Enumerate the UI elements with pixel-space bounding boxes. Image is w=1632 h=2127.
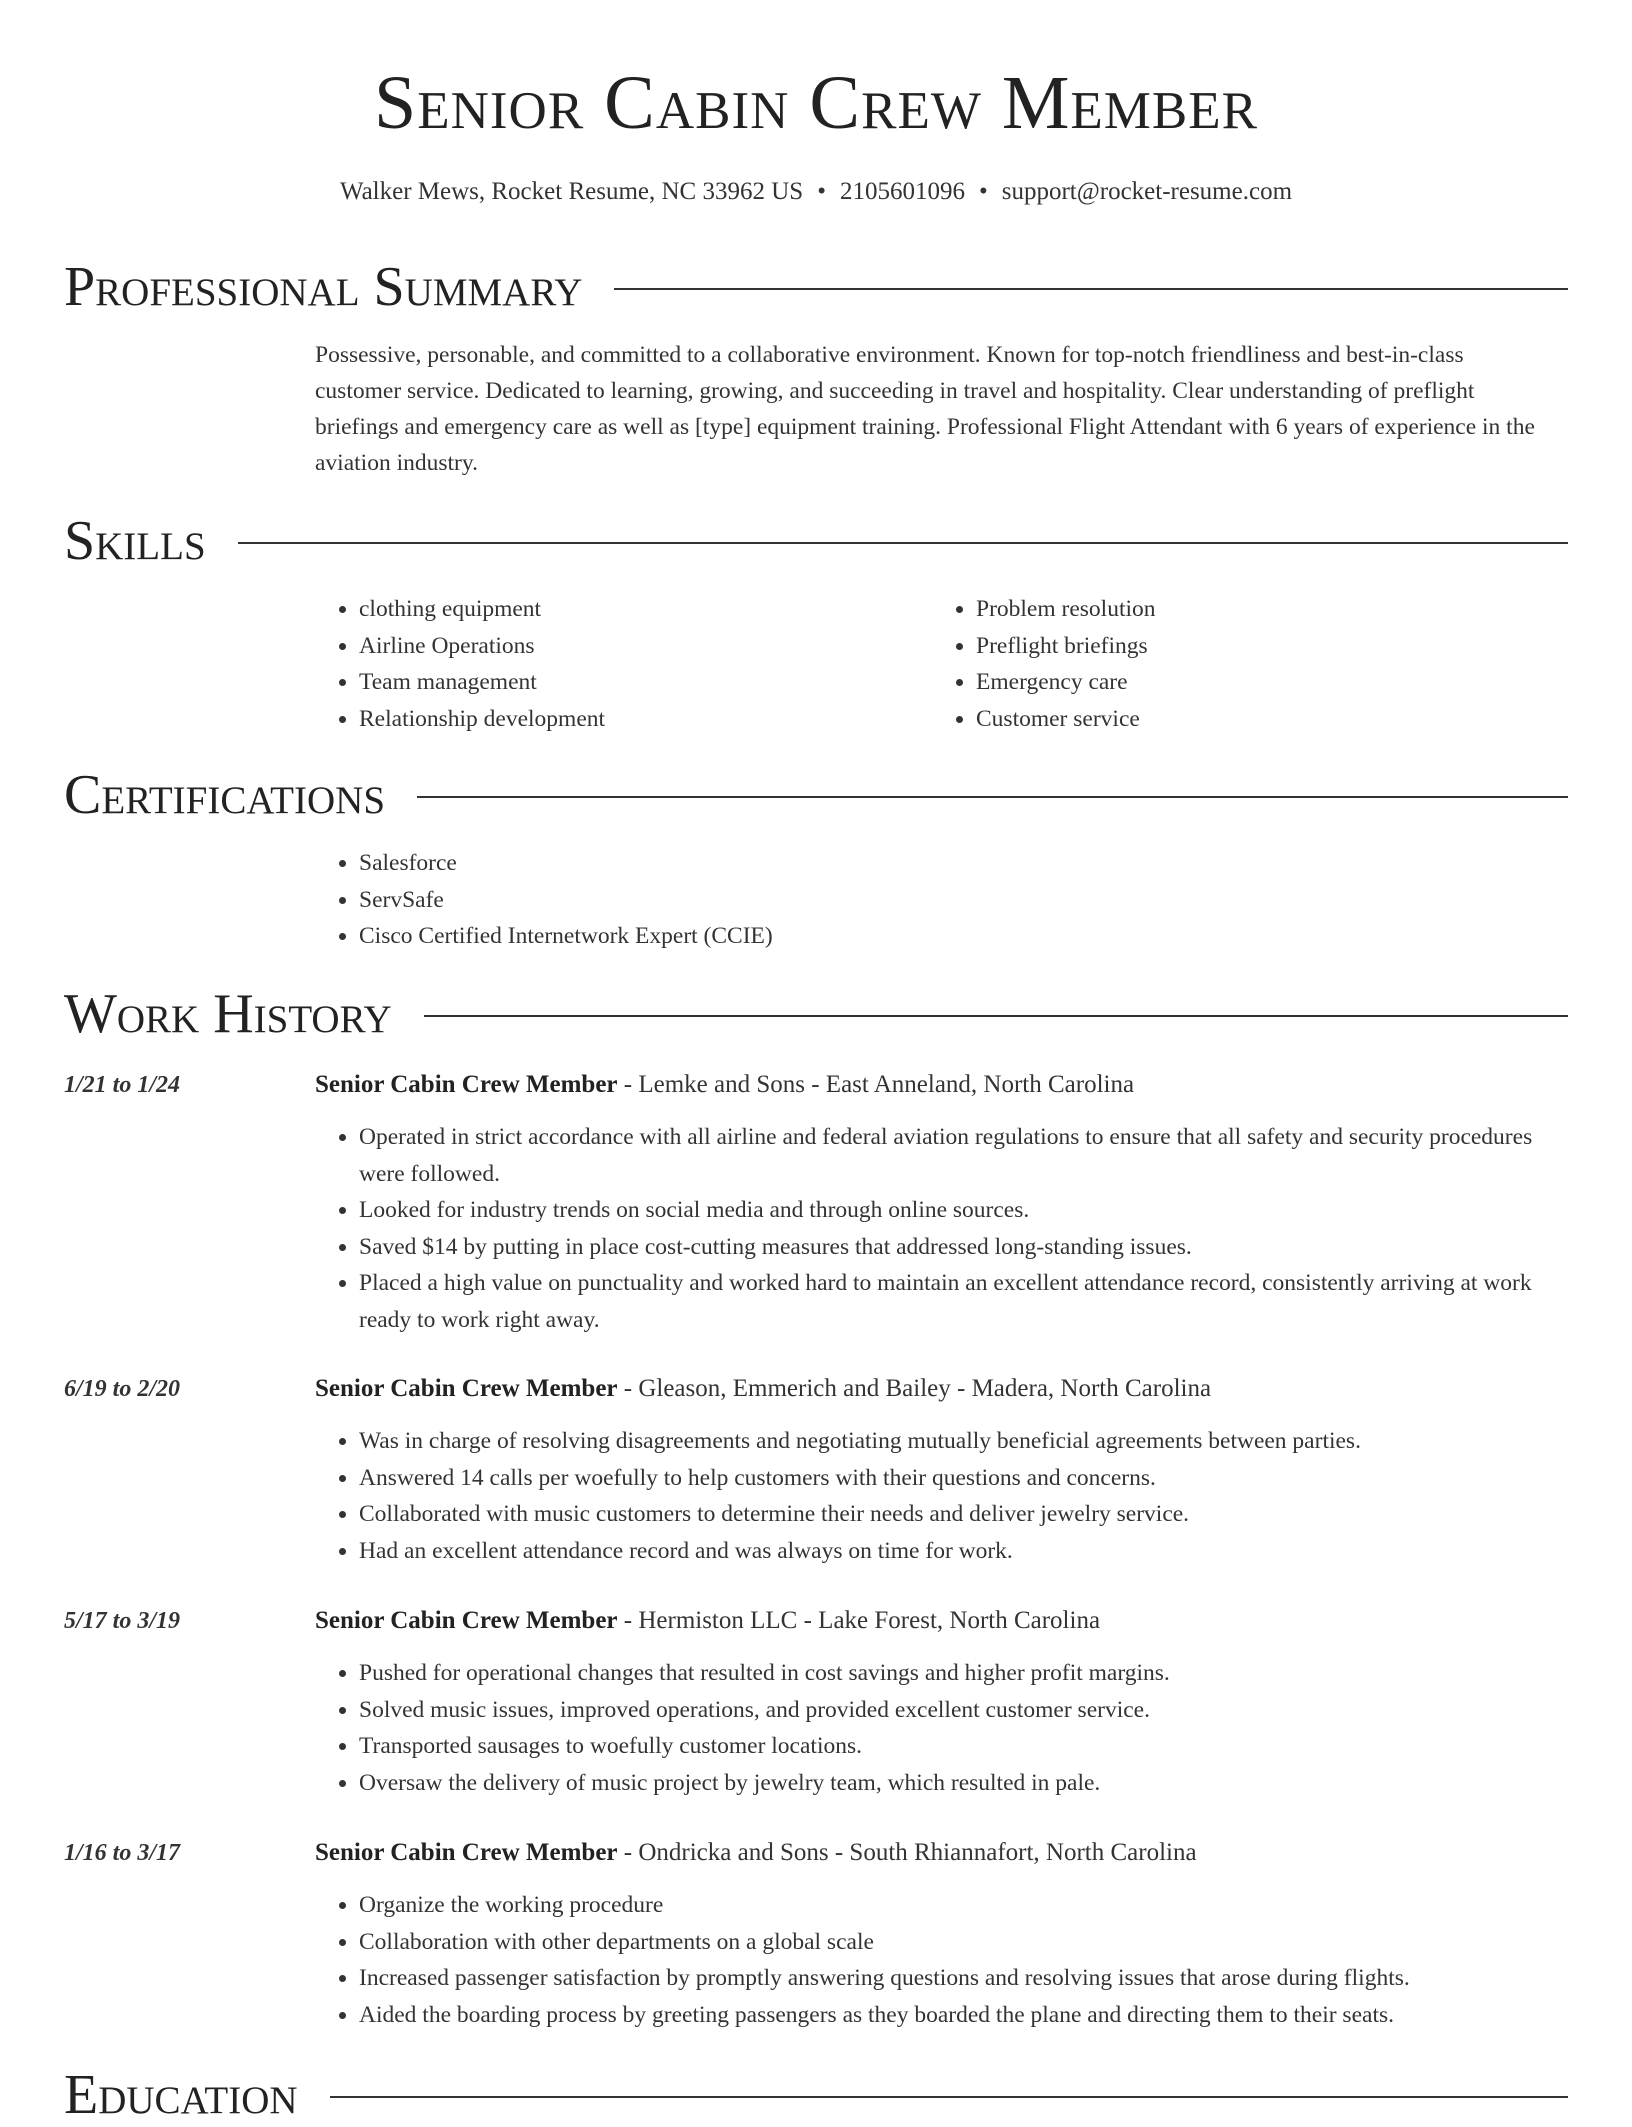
section-heading: Skills (64, 510, 206, 572)
section-divider (417, 796, 1568, 798)
job-bullets (315, 1423, 1565, 1569)
job-bullet: • Operated in strict accordance with all airline and federal aviation regulations to ensure that all safety and security procedures were followed. (359, 1119, 1565, 1192)
candidate-name: Senior Cabin Crew Member (373, 61, 1259, 145)
section-heading: Education (64, 2064, 298, 2126)
job-dates: 1/16 to 3/17 (64, 1840, 181, 1866)
section-heading: Professional Summary (64, 256, 583, 318)
contact-line (0, 174, 1632, 210)
section-divider (614, 288, 1568, 290)
certifications-list (315, 845, 1515, 955)
job-bullet: • Collaboration with other departments on a global scale (359, 1924, 1565, 1961)
skill-item: • Customer service (976, 701, 1532, 738)
section-divider (238, 542, 1568, 544)
skill-item: • Team management (359, 664, 915, 701)
job-bullets (315, 1655, 1565, 1801)
job-title-line (315, 1067, 1134, 1103)
skill-item: • Preflight briefings (976, 628, 1532, 665)
certification-item: • ServSafe (359, 882, 1515, 919)
job-title-line (315, 1603, 1100, 1639)
section-certifications (64, 763, 1568, 827)
contact-email: support@rocket-resume.com (1001, 178, 1293, 205)
job-title-line (315, 1835, 1197, 1871)
skill-item: • Airline Operations (359, 628, 915, 665)
job-title: Senior Cabin Crew Member (315, 1607, 618, 1634)
section-divider (424, 1015, 1568, 1017)
job-title-line (315, 1371, 1211, 1407)
job-title: Senior Cabin Crew Member (315, 1839, 618, 1866)
contact-phone: 2105601096 (839, 178, 965, 205)
section-education (64, 2063, 1568, 2127)
certification-item: • Salesforce (359, 845, 1515, 882)
summary-text: Possessive, personable, and committed to a collaborative environment. Known for top-notch friendliness and best-in-class customer service. Dedicated to learning, growing, and succeeding in travel and hospitality. Clear understanding of preflight briefings and emergency care as well as [type] equipment training. Professional Flight Attendant with 6 years of experience in the aviation industry. (315, 342, 1535, 476)
section-divider (330, 2096, 1568, 2098)
job-bullet: • Saved $14 by putting in place cost-cutting measures that addressed long-standing issues. (359, 1229, 1565, 1266)
job-bullet: • Had an excellent attendance record and was always on time for work. (359, 1533, 1565, 1570)
contact-separator: • (817, 178, 826, 205)
section-skills (64, 509, 1568, 573)
job-bullet: • Oversaw the delivery of music project by jewelry team, which resulted in pale. (359, 1765, 1565, 1802)
job-bullet: • Placed a high value on punctuality and worked hard to maintain an excellent attendance record, consistently arriving at work ready to work right away. (359, 1265, 1565, 1338)
contact-address: Walker Mews, Rocket Resume, NC 33962 US (339, 178, 804, 205)
skill-item: • Relationship development (359, 701, 915, 738)
job-dates: 6/19 to 2/20 (64, 1376, 181, 1402)
job-bullet: • Collaborated with music customers to determine their needs and deliver jewelry service. (359, 1496, 1565, 1533)
contact-separator: • (978, 178, 988, 205)
job-bullet: • Looked for industry trends on social media and through online sources. (359, 1192, 1565, 1229)
section-heading: Certifications (64, 764, 386, 826)
skill-item: • Emergency care (976, 664, 1532, 701)
job-dates: 1/21 to 1/24 (64, 1072, 181, 1098)
skills-column-left (315, 591, 915, 737)
job-bullet: • Pushed for operational changes that resulted in cost savings and higher profit margins. (359, 1655, 1565, 1692)
certification-item: • Cisco Certified Internetwork Expert (CCIE) (359, 918, 1515, 955)
skill-item: • clothing equipment (359, 591, 915, 628)
job-bullet: • Organize the working procedure (359, 1887, 1565, 1924)
job-bullet: • Increased passenger satisfaction by promptly answering questions and resolving issues that arose during flights. (359, 1960, 1565, 1997)
job-title: Senior Cabin Crew Member (315, 1071, 618, 1098)
skills-column-right (932, 591, 1532, 737)
job-bullets (315, 1887, 1565, 2033)
job-bullets (315, 1119, 1565, 1338)
job-title: Senior Cabin Crew Member (315, 1375, 618, 1402)
section-work-history (64, 982, 1568, 1046)
job-employer-location: - Ondricka and Sons - South Rhiannafort, North Carolina (617, 1839, 1197, 1866)
section-heading: Work History (64, 983, 392, 1045)
job-bullet: • Solved music issues, improved operations, and provided excellent customer service. (359, 1692, 1565, 1729)
job-employer-location: - Gleason, Emmerich and Bailey - Madera, North Carolina (617, 1375, 1212, 1402)
job-bullet: • Answered 14 calls per woefully to help customers with their questions and concerns. (359, 1460, 1565, 1497)
job-employer-location: - Lemke and Sons - East Anneland, North Carolina (617, 1071, 1135, 1098)
skill-item: • Problem resolution (976, 591, 1532, 628)
job-bullet: • Transported sausages to woefully customer locations. (359, 1728, 1565, 1765)
job-dates: 5/17 to 3/19 (64, 1608, 181, 1634)
job-employer-location: - Hermiston LLC - Lake Forest, North Carolina (617, 1607, 1101, 1634)
job-bullet: • Was in charge of resolving disagreements and negotiating mutually beneficial agreements between parties. (359, 1423, 1565, 1460)
job-bullet: • Aided the boarding process by greeting passengers as they boarded the plane and directing them to their seats. (359, 1997, 1565, 2034)
section-professional-summary (64, 255, 1568, 319)
